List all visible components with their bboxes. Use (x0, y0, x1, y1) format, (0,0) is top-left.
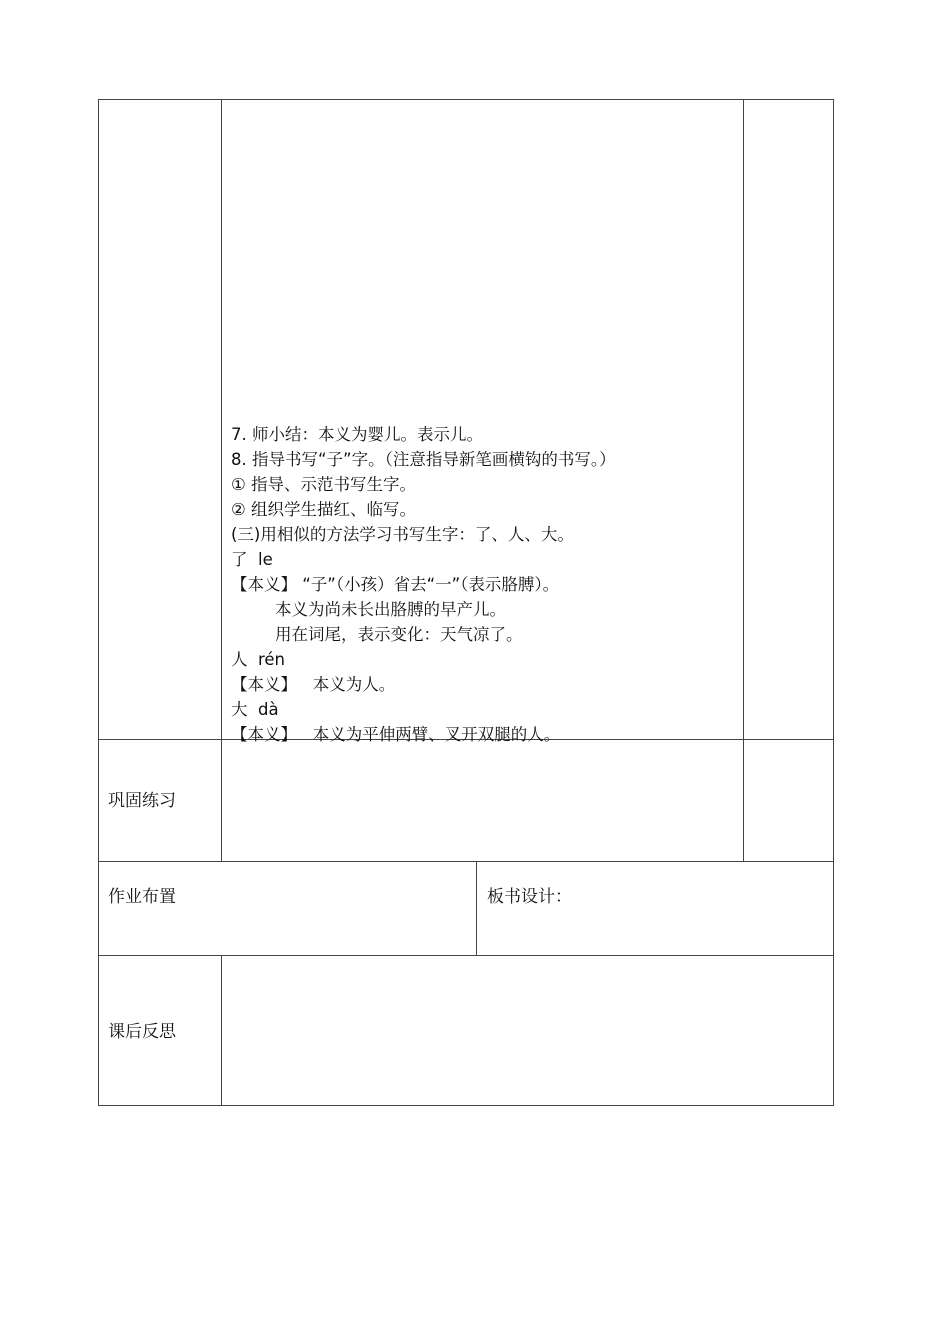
content-line: 大 dà (231, 700, 279, 719)
homework-label: 作业布置 (108, 887, 176, 907)
reflection-label: 课后反思 (108, 1022, 176, 1042)
content-line: 7. 师小结：本义为婴儿。表示儿。 (231, 425, 483, 444)
notes-column-divider (743, 99, 744, 862)
board-design-label: 板书设计： (487, 887, 572, 907)
content-line: 【本义】 “子”（小孩）省去“一”（表示胳膊）。 (231, 575, 560, 594)
homework-board-divider (476, 861, 477, 956)
content-line: ② 组织学生描红、临写。 (231, 500, 417, 519)
table-border-bottom (98, 1105, 834, 1106)
row-divider-homework (98, 861, 834, 862)
label-column-divider-bottom (221, 955, 222, 1106)
content-line: 【本义】 本义为平伸两臂、叉开双腿的人。 (231, 725, 561, 744)
content-line: 人 rén (231, 650, 286, 669)
content-line: 了 le (231, 550, 273, 569)
content-line: 【本义】 本义为人。 (231, 675, 396, 694)
content-line: (三)用相似的方法学习书写生字：了、人、大。 (231, 525, 574, 544)
table-border-top (98, 99, 834, 100)
row-divider-reflection (98, 955, 834, 956)
lesson-content-cell (231, 422, 741, 745)
content-line: 本义为尚未长出胳膊的早产儿。 (275, 600, 506, 619)
label-column-divider-top (221, 99, 222, 862)
content-line: 8. 指导书写“子”字。（注意指导新笔画横钩的书写。） (231, 450, 616, 469)
practice-label: 巩固练习 (108, 791, 176, 811)
table-border-right (833, 99, 834, 1106)
content-line: 用在词尾，表示变化：天气凉了。 (275, 625, 523, 644)
table-border-left (98, 99, 99, 1106)
content-line: ① 指导、示范书写生字。 (231, 475, 417, 494)
